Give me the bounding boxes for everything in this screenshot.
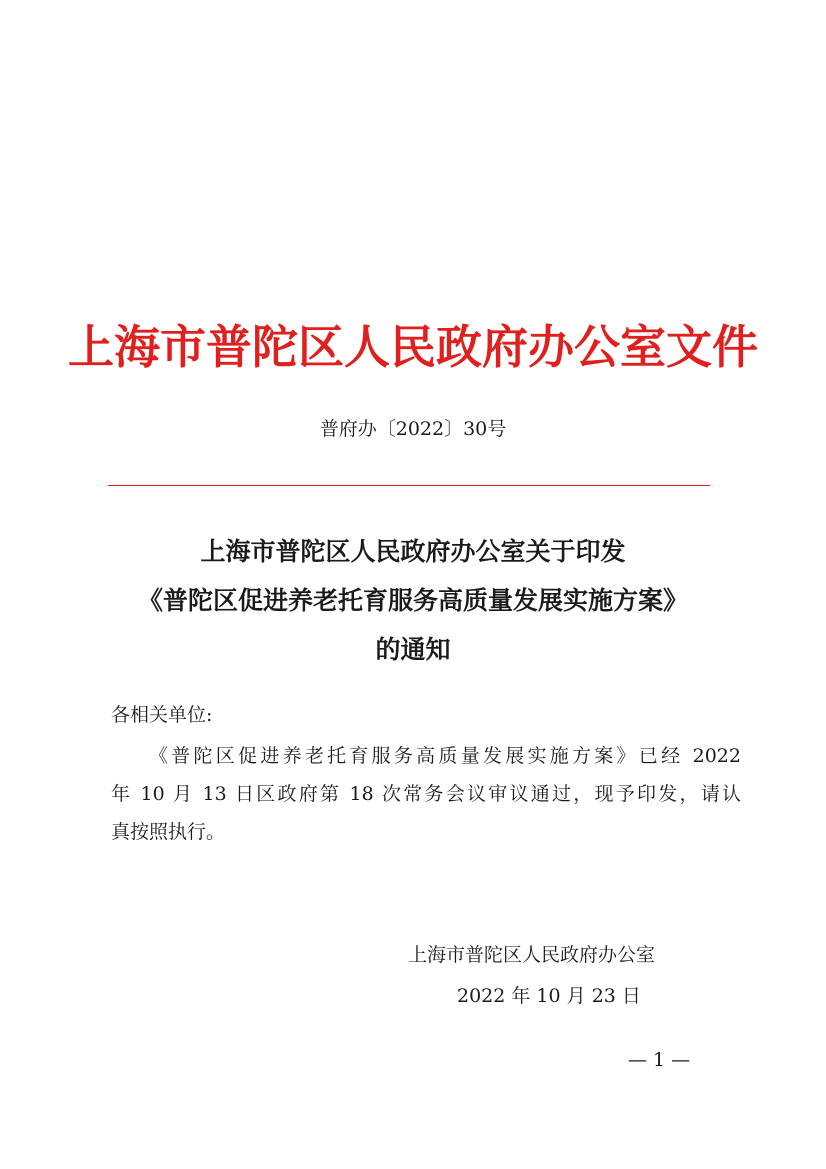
- body-paragraph: [111, 737, 741, 851]
- masthead-title: 上海市普陀区人民政府办公室文件: [68, 320, 758, 374]
- body-line: 真按照执行。: [111, 821, 226, 843]
- title-line: 上海市普陀区人民政府办公室关于印发: [200, 537, 626, 566]
- body-line: 《普陀区促进养老托育服务高质量发展实施方案》已经 2022: [149, 745, 741, 767]
- notice-title: [0, 527, 826, 674]
- signature-organization: 上海市普陀区人民政府办公室: [408, 944, 656, 966]
- salutation: 各相关单位:: [111, 704, 213, 726]
- title-line: 《普陀区促进养老托育服务高质量发展实施方案》: [137, 586, 688, 615]
- red-separator-rule: [108, 485, 710, 486]
- title-line: 的通知: [375, 635, 451, 664]
- page-number: — 1 —: [628, 1049, 691, 1071]
- body-line: 年 10 月 13 日区政府第 18 次常务会议审议通过，现予印发，请认: [111, 783, 741, 805]
- signature-date: 2022 年 10 月 23 日: [457, 985, 641, 1007]
- document-number: 普府办〔2022〕30号: [319, 418, 507, 440]
